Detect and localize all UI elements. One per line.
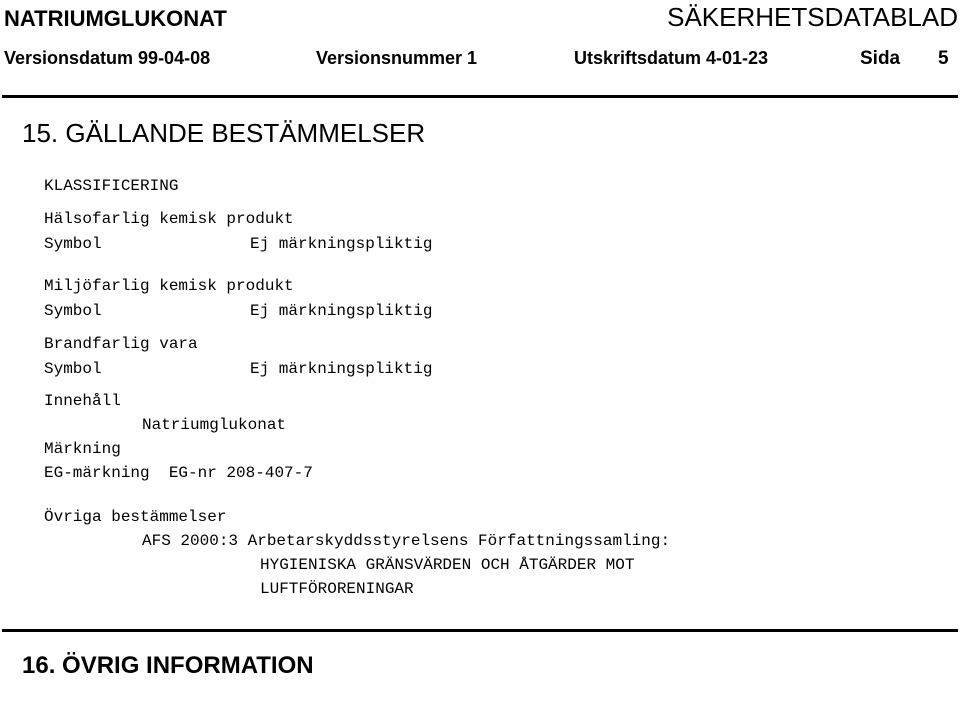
environment-symbol-label: Symbol <box>44 302 102 320</box>
page-label: Sida <box>860 48 901 69</box>
header-divider <box>2 95 958 98</box>
section-divider <box>2 629 958 632</box>
section-15-title: 15. GÄLLANDE BESTÄMMELSER <box>22 118 426 148</box>
other-regulations-line: HYGIENISKA GRÄNSVÄRDEN OCH ÅTGÄRDER MOT <box>260 556 635 574</box>
environment-hazard-label: Miljöfarlig kemisk produkt <box>44 277 294 295</box>
health-hazard-label: Hälsofarlig kemisk produkt <box>44 210 294 228</box>
product-name: NATRIUMGLUKONAT <box>4 6 227 31</box>
page-number: 5 <box>938 48 949 69</box>
section-16-title: 16. ÖVRIG INFORMATION <box>22 652 314 679</box>
flammable-symbol-label: Symbol <box>44 360 102 378</box>
version-date: Versionsdatum 99-04-08 <box>4 48 211 68</box>
other-regulations-line: LUFTFÖRORENINGAR <box>260 580 414 598</box>
marking-label: Märkning <box>44 440 121 458</box>
classification-heading: KLASSIFICERING <box>44 177 179 195</box>
flammable-symbol-value: Ej märkningspliktig <box>250 360 433 378</box>
content-label: Innehåll <box>44 392 121 410</box>
health-symbol-label: Symbol <box>44 235 102 253</box>
document-type: SÄKERHETSDATABLAD <box>667 2 958 32</box>
content-value: Natriumglukonat <box>142 416 287 434</box>
version-number: Versionsnummer 1 <box>316 48 478 68</box>
other-regulations-line: AFS 2000:3 Arbetarskyddsstyrelsens Författningssamling: <box>142 532 671 550</box>
health-symbol-value: Ej märkningspliktig <box>250 235 433 253</box>
flammable-label: Brandfarlig vara <box>44 335 198 353</box>
print-date: Utskriftsdatum 4-01-23 <box>574 48 769 68</box>
environment-symbol-value: Ej märkningspliktig <box>250 302 433 320</box>
other-regulations-label: Övriga bestämmelser <box>44 508 227 526</box>
eg-marking: EG-märkning EG-nr 208-407-7 <box>44 464 313 482</box>
